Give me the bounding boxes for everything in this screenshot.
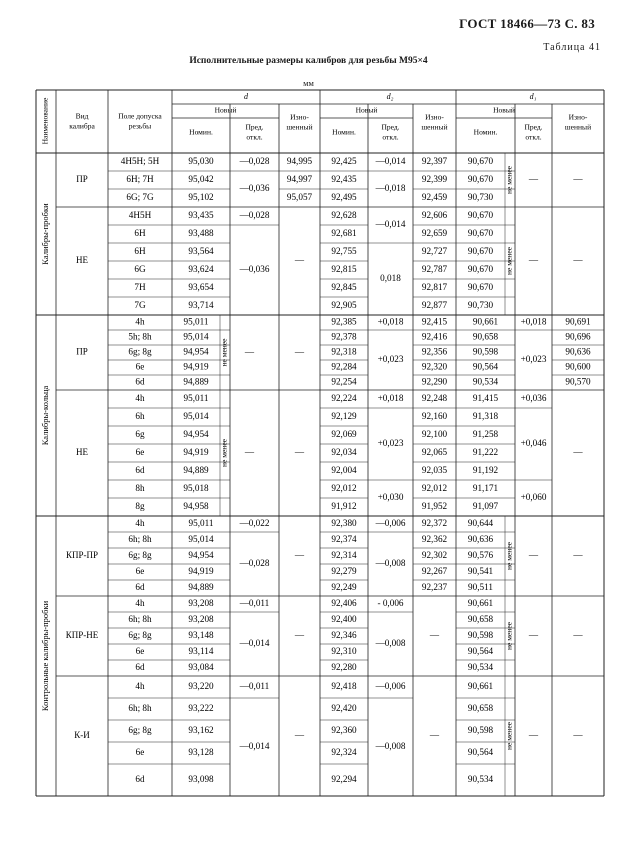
d2-nom-cell: 92,314 bbox=[331, 550, 357, 561]
d2-nom-cell: 92,280 bbox=[331, 662, 357, 673]
pole-cell: 5h; 8h bbox=[128, 331, 152, 342]
d2-izn-cell: 92,606 bbox=[421, 210, 448, 221]
dash-cell: — bbox=[528, 550, 539, 561]
ne-menee-label: не менее bbox=[219, 338, 229, 367]
d-nom-cell: 93,162 bbox=[188, 725, 214, 736]
d1-nom-cell: 90,670 bbox=[467, 228, 494, 239]
pole-cell: 6d bbox=[135, 582, 145, 593]
vid-label: КПР-ПР bbox=[65, 550, 99, 561]
header-new: Новый bbox=[493, 105, 515, 115]
d2-nom-cell: 92,845 bbox=[331, 282, 357, 293]
dash-cell: — bbox=[528, 630, 539, 641]
d2-nom-cell: 92,385 bbox=[331, 316, 357, 327]
d-nom-cell: 94,889 bbox=[183, 465, 209, 476]
d2-izn-cell: 92,787 bbox=[421, 264, 448, 275]
pole-cell: 6e bbox=[135, 447, 145, 458]
pole-cell: 6g; 8g bbox=[128, 550, 152, 561]
pole-cell: 4h bbox=[135, 316, 145, 327]
pole-cell: 6H bbox=[134, 228, 146, 239]
dash-cell: — bbox=[294, 346, 305, 357]
pole-cell: 6h; 8h bbox=[128, 614, 152, 625]
d2-pred-cell: —0,008 bbox=[375, 558, 406, 569]
ne-menee-label: не менее bbox=[504, 166, 514, 194]
d-nom-cell: 94,954 bbox=[183, 429, 209, 440]
d-nom-cell: 93,435 bbox=[188, 210, 214, 221]
d2-izn-cell: 92,397 bbox=[421, 156, 448, 167]
d2-izn-cell: 92,659 bbox=[421, 228, 448, 239]
d1-pred-cell: +0,036 bbox=[520, 393, 547, 404]
d2-izn-cell: 92,267 bbox=[421, 566, 448, 577]
d2-izn-cell: 92,248 bbox=[421, 393, 448, 404]
d-nom-cell: 95,011 bbox=[188, 518, 214, 529]
dash-cell: — bbox=[294, 730, 305, 741]
d1-nom-cell: 90,661 bbox=[467, 598, 494, 609]
d2-pred-cell: 0,018 bbox=[380, 273, 401, 284]
d-pred-cell: —0,011 bbox=[239, 598, 270, 609]
d2-nom-cell: 92,755 bbox=[331, 246, 357, 257]
d2-nom-cell: 92,279 bbox=[331, 566, 357, 577]
d2-nom-cell: 92,418 bbox=[331, 681, 357, 692]
d-nom-cell: 93,488 bbox=[188, 228, 214, 239]
d1-pred-cell: +0,023 bbox=[520, 354, 547, 365]
d-nom-cell: 95,014 bbox=[183, 411, 209, 422]
dash-cell: — bbox=[244, 346, 255, 357]
pole-cell: 6e bbox=[135, 646, 145, 657]
pole-cell: 6e bbox=[135, 566, 145, 577]
d1-izn-cell: 90,691 bbox=[565, 316, 591, 327]
d2-izn-cell: 92,415 bbox=[421, 316, 448, 327]
d1-nom-cell: 91,415 bbox=[472, 393, 499, 404]
d-nom-cell: 95,011 bbox=[183, 393, 209, 404]
d1-nom-cell: 90,644 bbox=[467, 518, 494, 529]
pole-cell: 6d bbox=[135, 465, 145, 476]
pole-cell: 6H; 7H bbox=[126, 174, 154, 185]
pole-cell: 6G bbox=[134, 264, 146, 275]
group-label: Калибры-пробки bbox=[39, 203, 50, 265]
d2-pred-cell: +0,023 bbox=[377, 354, 404, 365]
header-pred: откл. bbox=[382, 132, 399, 142]
d2-izn-cell: 92,100 bbox=[421, 429, 448, 440]
header-izn: шенный bbox=[421, 122, 448, 132]
d1-nom-cell: 90,511 bbox=[468, 582, 493, 593]
d2-pred-cell: —0,014 bbox=[375, 219, 406, 230]
d2-nom-cell: 92,284 bbox=[331, 361, 357, 372]
d-nom-cell: 95,102 bbox=[188, 192, 214, 203]
dash-cell: — bbox=[573, 447, 583, 458]
header-izn: Изно- bbox=[290, 112, 309, 122]
d-nom-cell: 94,919 bbox=[183, 361, 209, 372]
d2-nom-cell: 92,435 bbox=[331, 174, 357, 185]
d2-izn-cell: 92,065 bbox=[421, 447, 448, 458]
d1-nom-cell: 90,661 bbox=[467, 681, 494, 692]
d1-nom-cell: 90,598 bbox=[467, 630, 494, 641]
pole-cell: 8h bbox=[135, 483, 145, 494]
d2-pred-cell: —0,008 bbox=[375, 741, 406, 752]
pole-cell: 4h bbox=[135, 393, 145, 404]
d-pred-cell: —0,022 bbox=[239, 518, 270, 529]
d1-nom-cell: 90,598 bbox=[467, 725, 494, 736]
pole-cell: 4h bbox=[135, 681, 145, 692]
header-naim: Наименование bbox=[40, 97, 50, 145]
pole-cell: 6d bbox=[135, 376, 145, 387]
d-nom-cell: 94,919 bbox=[188, 566, 214, 577]
d2-nom-cell: 92,420 bbox=[331, 703, 357, 714]
d2-izn-cell: 92,459 bbox=[421, 192, 448, 203]
pole-cell: 4H5H; 5H bbox=[120, 156, 160, 167]
d2-izn-cell: 91,952 bbox=[421, 501, 448, 512]
d-pred-cell: —0,036 bbox=[239, 183, 270, 194]
d2-nom-cell: 91,912 bbox=[331, 501, 357, 512]
d2-nom-cell: 92,254 bbox=[331, 376, 357, 387]
d-nom-cell: 93,128 bbox=[188, 747, 214, 758]
dash-cell: — bbox=[573, 255, 583, 266]
d1-nom-cell: 90,670 bbox=[467, 174, 494, 185]
header-d2: d₂ bbox=[386, 91, 394, 101]
header-pole: Поле допуска bbox=[118, 111, 162, 121]
pole-cell: 4H5H bbox=[128, 210, 152, 221]
pole-cell: 6h; 8h bbox=[128, 703, 152, 714]
d-nom-cell: 93,564 bbox=[188, 246, 214, 257]
d1-nom-cell: 91,318 bbox=[472, 411, 499, 422]
d2-izn-cell: 92,356 bbox=[421, 346, 448, 357]
pole-cell: 6g; 8g bbox=[128, 630, 152, 641]
d2-nom-cell: 92,400 bbox=[331, 614, 357, 625]
dash-cell: — bbox=[573, 730, 583, 741]
d1-nom-cell: 90,564 bbox=[467, 747, 494, 758]
d-pred-cell: —0,036 bbox=[239, 264, 270, 275]
d1-nom-cell: 90,670 bbox=[467, 246, 494, 257]
vid-label: ПР bbox=[76, 346, 88, 357]
d2-izn-cell: 92,320 bbox=[421, 361, 448, 372]
header-izn: Изно- bbox=[425, 112, 444, 122]
d1-izn-cell: 90,636 bbox=[565, 346, 591, 357]
ne-menee-label: не менее bbox=[504, 722, 514, 750]
dash-cell: — bbox=[528, 174, 539, 185]
header-izn: шенный bbox=[286, 122, 313, 132]
page-header: ГОСТ 18466—73 С. 83 bbox=[459, 16, 595, 31]
header-izn: шенный bbox=[564, 122, 592, 132]
d2-nom-cell: 92,406 bbox=[331, 598, 357, 609]
d-nom-cell: 93,222 bbox=[188, 703, 214, 714]
d1-nom-cell: 90,670 bbox=[467, 264, 494, 275]
d-nom-cell: 95,014 bbox=[183, 331, 209, 342]
vid-label: ПР bbox=[76, 174, 88, 185]
d2-pred-cell: +0,030 bbox=[377, 492, 404, 503]
d2-izn-cell: 92,290 bbox=[421, 376, 448, 387]
header-pred: откл. bbox=[525, 132, 542, 142]
dash-cell: — bbox=[573, 630, 583, 641]
d2-izn-cell: 92,727 bbox=[421, 246, 448, 257]
d1-nom-cell: 90,730 bbox=[467, 300, 494, 311]
dash-cell: — bbox=[294, 630, 305, 641]
d1-nom-cell: 91,097 bbox=[472, 501, 499, 512]
d2-izn-cell: 92,237 bbox=[421, 582, 448, 593]
pole-cell: 6H bbox=[134, 246, 146, 257]
d-nom-cell: 94,889 bbox=[183, 376, 209, 387]
d-nom-cell: 93,654 bbox=[188, 282, 214, 293]
d1-pred-cell: +0,046 bbox=[520, 438, 547, 449]
d-nom-cell: 95,042 bbox=[188, 174, 214, 185]
d1-nom-cell: 90,534 bbox=[472, 376, 499, 387]
d2-nom-cell: 92,004 bbox=[331, 465, 357, 476]
d2-izn-cell: 92,372 bbox=[421, 518, 448, 529]
pole-cell: 4h bbox=[135, 598, 145, 609]
d2-nom-cell: 92,425 bbox=[331, 156, 357, 167]
d2-pred-cell: +0,018 bbox=[377, 316, 404, 327]
d2-nom-cell: 92,224 bbox=[331, 393, 357, 404]
d1-nom-cell: 90,658 bbox=[467, 614, 494, 625]
d-pred-cell: —0,011 bbox=[239, 681, 270, 692]
d-nom-cell: 95,030 bbox=[188, 156, 214, 167]
d2-nom-cell: 92,378 bbox=[331, 331, 357, 342]
dash-cell: — bbox=[573, 174, 583, 185]
d2-nom-cell: 92,495 bbox=[331, 192, 357, 203]
d1-izn-cell: 90,696 bbox=[565, 331, 591, 342]
header-new: Новый bbox=[355, 105, 378, 115]
d1-nom-cell: 91,171 bbox=[472, 483, 499, 494]
table-number: Таблица 41 bbox=[543, 42, 601, 53]
pole-cell: 7G bbox=[134, 300, 146, 311]
d-nom-cell: 94,954 bbox=[188, 550, 214, 561]
d2-nom-cell: 92,380 bbox=[331, 518, 357, 529]
d1-nom-cell: 90,730 bbox=[467, 192, 494, 203]
d1-nom-cell: 91,192 bbox=[472, 465, 499, 476]
dash-cell: — bbox=[294, 550, 305, 561]
d2-pred-cell: —0,008 bbox=[375, 638, 406, 649]
d2-izn-cell: 92,416 bbox=[421, 331, 448, 342]
d1-pred-cell: +0,060 bbox=[520, 492, 547, 503]
header-vid: Вид bbox=[75, 111, 89, 121]
d1-nom-cell: 90,534 bbox=[467, 662, 494, 673]
dash-cell: — bbox=[429, 630, 440, 641]
d2-nom-cell: 92,318 bbox=[331, 346, 357, 357]
d-pred-cell: —0,014 bbox=[239, 638, 270, 649]
d-pred-cell: —0,028 bbox=[239, 210, 270, 221]
d1-nom-cell: 90,534 bbox=[467, 774, 494, 785]
dash-cell: — bbox=[244, 447, 255, 458]
ne-menee-label: не менее bbox=[504, 542, 514, 570]
pole-cell: 6d bbox=[135, 774, 145, 785]
header-d1: d₁ bbox=[529, 91, 537, 101]
d2-izn-cell: 92,035 bbox=[421, 465, 448, 476]
dash-cell: — bbox=[294, 255, 305, 266]
dash-cell: — bbox=[528, 730, 539, 741]
d-nom-cell: 93,098 bbox=[188, 774, 214, 785]
d1-nom-cell: 90,670 bbox=[467, 156, 494, 167]
d-nom-cell: 95,018 bbox=[183, 483, 209, 494]
d-nom-cell: 93,714 bbox=[188, 300, 214, 311]
dash-cell: — bbox=[528, 255, 539, 266]
d1-nom-cell: 90,670 bbox=[467, 210, 494, 221]
d2-nom-cell: 92,129 bbox=[331, 411, 357, 422]
pole-cell: 6g bbox=[135, 429, 145, 440]
d-nom-cell: 94,889 bbox=[188, 582, 214, 593]
vid-label: К-И bbox=[74, 730, 90, 741]
d2-pred-cell: —0,014 bbox=[375, 156, 406, 167]
d1-nom-cell: 91,258 bbox=[472, 429, 499, 440]
header-izn: Изно- bbox=[568, 112, 588, 122]
d2-nom-cell: 92,310 bbox=[331, 646, 357, 657]
d-nom-cell: 95,014 bbox=[188, 534, 214, 545]
d2-pred-cell: —0,006 bbox=[375, 518, 406, 529]
pole-cell: 6e bbox=[135, 361, 145, 372]
vid-label: НЕ bbox=[76, 447, 88, 458]
d-nom-cell: 93,220 bbox=[188, 681, 214, 692]
group-label: Калибры-кольца bbox=[39, 385, 50, 446]
pole-cell: 6h; 8h bbox=[128, 534, 152, 545]
d2-nom-cell: 92,360 bbox=[331, 725, 357, 736]
d1-nom-cell: 91,222 bbox=[472, 447, 499, 458]
pole-cell: 6G; 7G bbox=[126, 192, 154, 203]
d1-nom-cell: 90,564 bbox=[472, 361, 499, 372]
d2-izn-cell: 92,877 bbox=[421, 300, 448, 311]
d-nom-cell: 94,954 bbox=[183, 346, 209, 357]
ne-menee-label: не менее bbox=[504, 247, 514, 275]
header-nomin: Номин. bbox=[473, 127, 498, 137]
header-nomin: Номин. bbox=[189, 127, 213, 137]
header-pred: Пред. bbox=[381, 122, 400, 132]
d2-nom-cell: 92,012 bbox=[331, 483, 357, 494]
d2-nom-cell: 92,905 bbox=[331, 300, 357, 311]
d-pred-cell: —0,014 bbox=[239, 741, 270, 752]
d2-izn-cell: 92,160 bbox=[421, 411, 448, 422]
header-pred: Пред. bbox=[245, 122, 264, 132]
table-title: Исполнительные размеры калибров для резьбы М95×4 bbox=[189, 56, 428, 66]
d2-izn-cell: 92,012 bbox=[421, 483, 448, 494]
d2-pred-cell: +0,018 bbox=[377, 393, 404, 404]
d-pred-cell: —0,028 bbox=[239, 558, 270, 569]
header-d: d bbox=[244, 91, 248, 101]
dash-cell: — bbox=[573, 550, 583, 561]
d1-nom-cell: 90,576 bbox=[467, 550, 494, 561]
unit-label: мм bbox=[303, 78, 314, 88]
d2-nom-cell: 92,374 bbox=[331, 534, 357, 545]
vid-label: НЕ bbox=[76, 255, 88, 266]
d1-nom-cell: 90,598 bbox=[472, 346, 499, 357]
d-nom-cell: 93,114 bbox=[188, 646, 214, 657]
d-nom-cell: 93,624 bbox=[188, 264, 214, 275]
d2-nom-cell: 92,346 bbox=[331, 630, 357, 641]
d2-nom-cell: 92,294 bbox=[331, 774, 357, 785]
d2-nom-cell: 92,249 bbox=[331, 582, 357, 593]
d-nom-cell: 94,919 bbox=[183, 447, 209, 458]
ne-menee-label: не менее bbox=[504, 622, 514, 650]
d2-izn-cell: 92,362 bbox=[421, 534, 448, 545]
d-izn-cell: 94,995 bbox=[286, 156, 313, 167]
d-izn-cell: 94,997 bbox=[286, 174, 313, 185]
d2-pred-cell: —0,006 bbox=[375, 681, 406, 692]
d-nom-cell: 93,208 bbox=[188, 598, 214, 609]
header-pred: откл. bbox=[246, 132, 263, 142]
header-new: Новый bbox=[214, 105, 237, 115]
pole-cell: 6h bbox=[135, 411, 145, 422]
vid-label: КПР-НЕ bbox=[65, 630, 99, 641]
dash-cell: — bbox=[429, 730, 440, 741]
d2-nom-cell: 92,324 bbox=[331, 747, 357, 758]
d2-nom-cell: 92,815 bbox=[331, 264, 357, 275]
dash-cell: — bbox=[294, 447, 305, 458]
d1-nom-cell: 90,661 bbox=[472, 316, 499, 327]
d2-izn-cell: 92,302 bbox=[421, 550, 448, 561]
d2-pred-cell: - 0,006 bbox=[377, 598, 404, 609]
d-izn-cell: 95,057 bbox=[286, 192, 313, 203]
d1-nom-cell: 90,670 bbox=[467, 282, 494, 293]
d2-izn-cell: 92,399 bbox=[421, 174, 448, 185]
d2-nom-cell: 92,681 bbox=[331, 228, 357, 239]
d-nom-cell: 93,084 bbox=[188, 662, 214, 673]
d-nom-cell: 93,148 bbox=[188, 630, 214, 641]
d2-nom-cell: 92,628 bbox=[331, 210, 357, 221]
d1-nom-cell: 90,564 bbox=[467, 646, 494, 657]
d1-nom-cell: 90,541 bbox=[467, 566, 494, 577]
d-nom-cell: 93,208 bbox=[188, 614, 214, 625]
pole-cell: 6g; 8g bbox=[128, 725, 152, 736]
pole-cell: 6e bbox=[135, 747, 145, 758]
d-nom-cell: 94,958 bbox=[183, 501, 209, 512]
d-nom-cell: 95,011 bbox=[183, 316, 209, 327]
pole-cell: 7H bbox=[134, 282, 146, 293]
pole-cell: 6d bbox=[135, 662, 145, 673]
pole-cell: 8g bbox=[135, 501, 145, 512]
pole-cell: 6g; 8g bbox=[128, 346, 152, 357]
d1-nom-cell: 90,658 bbox=[472, 331, 499, 342]
d1-nom-cell: 90,636 bbox=[467, 534, 494, 545]
d2-pred-cell: +0,023 bbox=[377, 438, 404, 449]
group-label: Контрольные калибры-пробки bbox=[39, 600, 50, 712]
d2-nom-cell: 92,034 bbox=[331, 447, 357, 458]
d2-izn-cell: 92,817 bbox=[421, 282, 448, 293]
header-pole: резьбы bbox=[128, 121, 152, 131]
d1-izn-cell: 90,600 bbox=[565, 361, 591, 372]
header-vid: калибра bbox=[69, 121, 95, 131]
d1-izn-cell: 90,570 bbox=[565, 376, 591, 387]
d2-pred-cell: —0,018 bbox=[375, 183, 406, 194]
pole-cell: 4h bbox=[135, 518, 145, 529]
d1-pred-cell: +0,018 bbox=[520, 316, 547, 327]
d-pred-cell: —0,028 bbox=[239, 156, 270, 167]
header-nomin: Номин. bbox=[332, 127, 356, 137]
d1-nom-cell: 90,658 bbox=[467, 703, 494, 714]
ne-menee-label: не менее bbox=[219, 439, 229, 467]
header-pred: Пред. bbox=[524, 122, 543, 132]
d2-nom-cell: 92,069 bbox=[331, 429, 357, 440]
